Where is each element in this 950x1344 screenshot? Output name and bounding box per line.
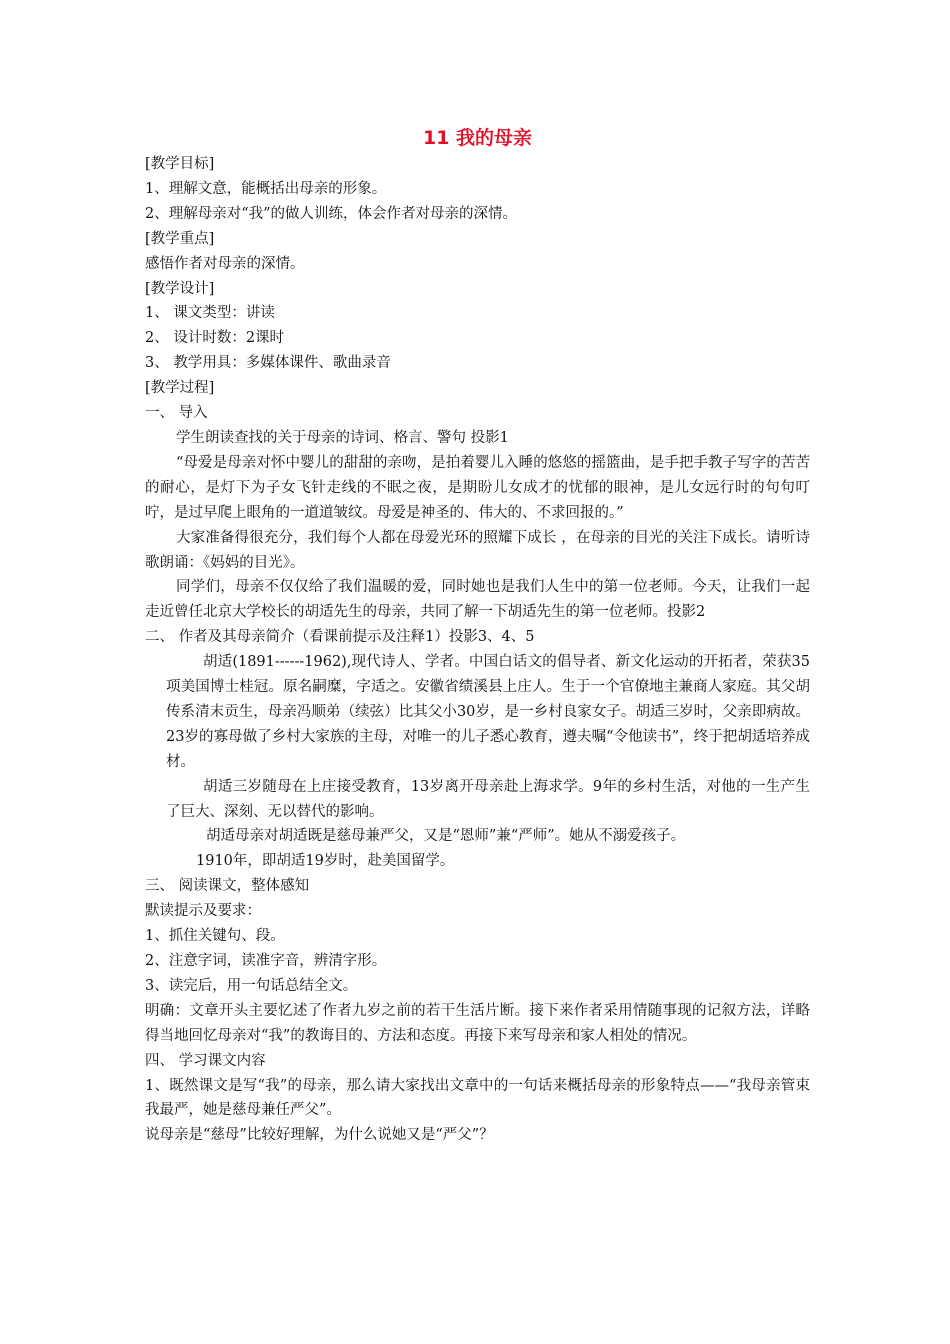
study-question: 说母亲是“慈母”比较好理解，为什么说她又是“严父”？ <box>145 1127 494 1144</box>
design-item: 2、 设计时数：2课时 <box>145 330 285 347</box>
study-item: 1、既然课文是写“我”的母亲，那么请大家找出文章中的一句话来概括母亲的形象特点——“我母亲管束我最严，她是慈母兼任严父”。 <box>145 1077 810 1119</box>
reading-item: 3、读完后，用一句话总结全文。 <box>145 977 358 994</box>
section-heading-process: [教学过程] <box>145 380 215 397</box>
step-heading-author: 二、 作者及其母亲简介（看课前提示及注释1）投影3、4、5 <box>145 629 535 646</box>
paragraph: 大家准备得很充分，我们每个人都在母爱光环的照耀下成长 ，在母亲的目光的关注下成长。请听诗歌朗诵：《妈妈的目光》。 <box>145 529 810 571</box>
goal-item: 2、理解母亲对“我”的做人训练，体会作者对母亲的深情。 <box>145 205 518 222</box>
paragraph: 同学们，母亲不仅仅给了我们温暖的爱，同时她也是我们人生中的第一位老师。今天，让我们一起走近曾任北京大学校长的胡适先生的母亲，共同了解一下胡适先生的第一位老师。投影2 <box>145 579 810 621</box>
bio-paragraph: 胡适(1891------1962),现代诗人、学者。中国白话文的倡导者、新文化运动的开拓者，荣获35项美国博士桂冠。原名嗣糜，字适之。安徽省绩溪县上庄人。生于一个官僚地主兼商人家庭。其父胡传系清末贡生，母亲冯顺弟（续弦）比其父小30岁，是一乡村良家女子。胡适三岁时，父亲即病故。23岁的寡母做了乡村大家族的主母，对唯一的儿子悉心教育，遵夫嘱“令他读书”，终于把胡适培养成材。 <box>166 654 810 770</box>
paragraph: 学生朗读查找的关于母亲的诗词、格言、警句 投影1 <box>176 429 509 446</box>
reading-answer: 明确：文章开头主要忆述了作者九岁之前的若干生活片断。接下来作者采用情随事现的记叙方法，详略得当地回忆母亲对“我”的教诲目的、方法和态度。再接下来写母亲和家人相处的情况。 <box>145 1002 810 1044</box>
design-item: 1、 课文类型：讲读 <box>145 305 275 322</box>
bio-paragraph: 1910年，即胡适19岁时，赴美国留学。 <box>196 853 455 870</box>
design-item: 3、 教学用具：多媒体课件、歌曲录音 <box>145 355 391 372</box>
author-bio-block <box>145 650 810 874</box>
bio-paragraph: 胡适母亲对胡适既是慈母兼严父，又是“恩师”兼“严师”。她从不溺爱孩子。 <box>206 828 686 845</box>
bio-paragraph: 胡适三岁随母在上庄接受教育，13岁离开母亲赴上海求学。9年的乡村生活，对他的一生产生了巨大、深刻、无以替代的影响。 <box>166 778 810 820</box>
goal-item: 1、理解文意，能概括出母亲的形象。 <box>145 180 387 197</box>
reading-text: 默读提示及要求： <box>145 903 261 920</box>
section-heading-design: [教学设计] <box>145 280 215 297</box>
page-title: 11 我的母亲 <box>422 127 533 149</box>
section-heading-goals: [教学目标] <box>145 156 215 172</box>
reading-item: 1、抓住关键句、段。 <box>145 928 285 945</box>
key-item: 感悟作者对母亲的深情。 <box>145 255 305 272</box>
quote-paragraph: “母爱是母亲对怀中婴儿的甜甜的亲吻，是拍着婴儿入睡的悠悠的摇篮曲，是手把手教子写字的苦苦的耐心，是灯下为子女飞针走线的不眠之夜，是期盼儿女成才的忧郁的眼神，是儿女远行时的句句叮咛，是过早爬上眼角的一道道皱纹。母爱是神圣的、伟大的、不求回报的。” <box>145 454 810 521</box>
document-page <box>145 126 810 1148</box>
section-heading-key: [教学重点] <box>145 230 215 247</box>
step-heading-reading: 三、 阅读课文，整体感知 <box>145 878 310 895</box>
step-heading-study: 四、 学习课文内容 <box>145 1052 266 1069</box>
step-heading-intro: 一、 导入 <box>145 405 208 422</box>
reading-item: 2、注意字词，读准字音，辨清字形。 <box>145 953 387 969</box>
